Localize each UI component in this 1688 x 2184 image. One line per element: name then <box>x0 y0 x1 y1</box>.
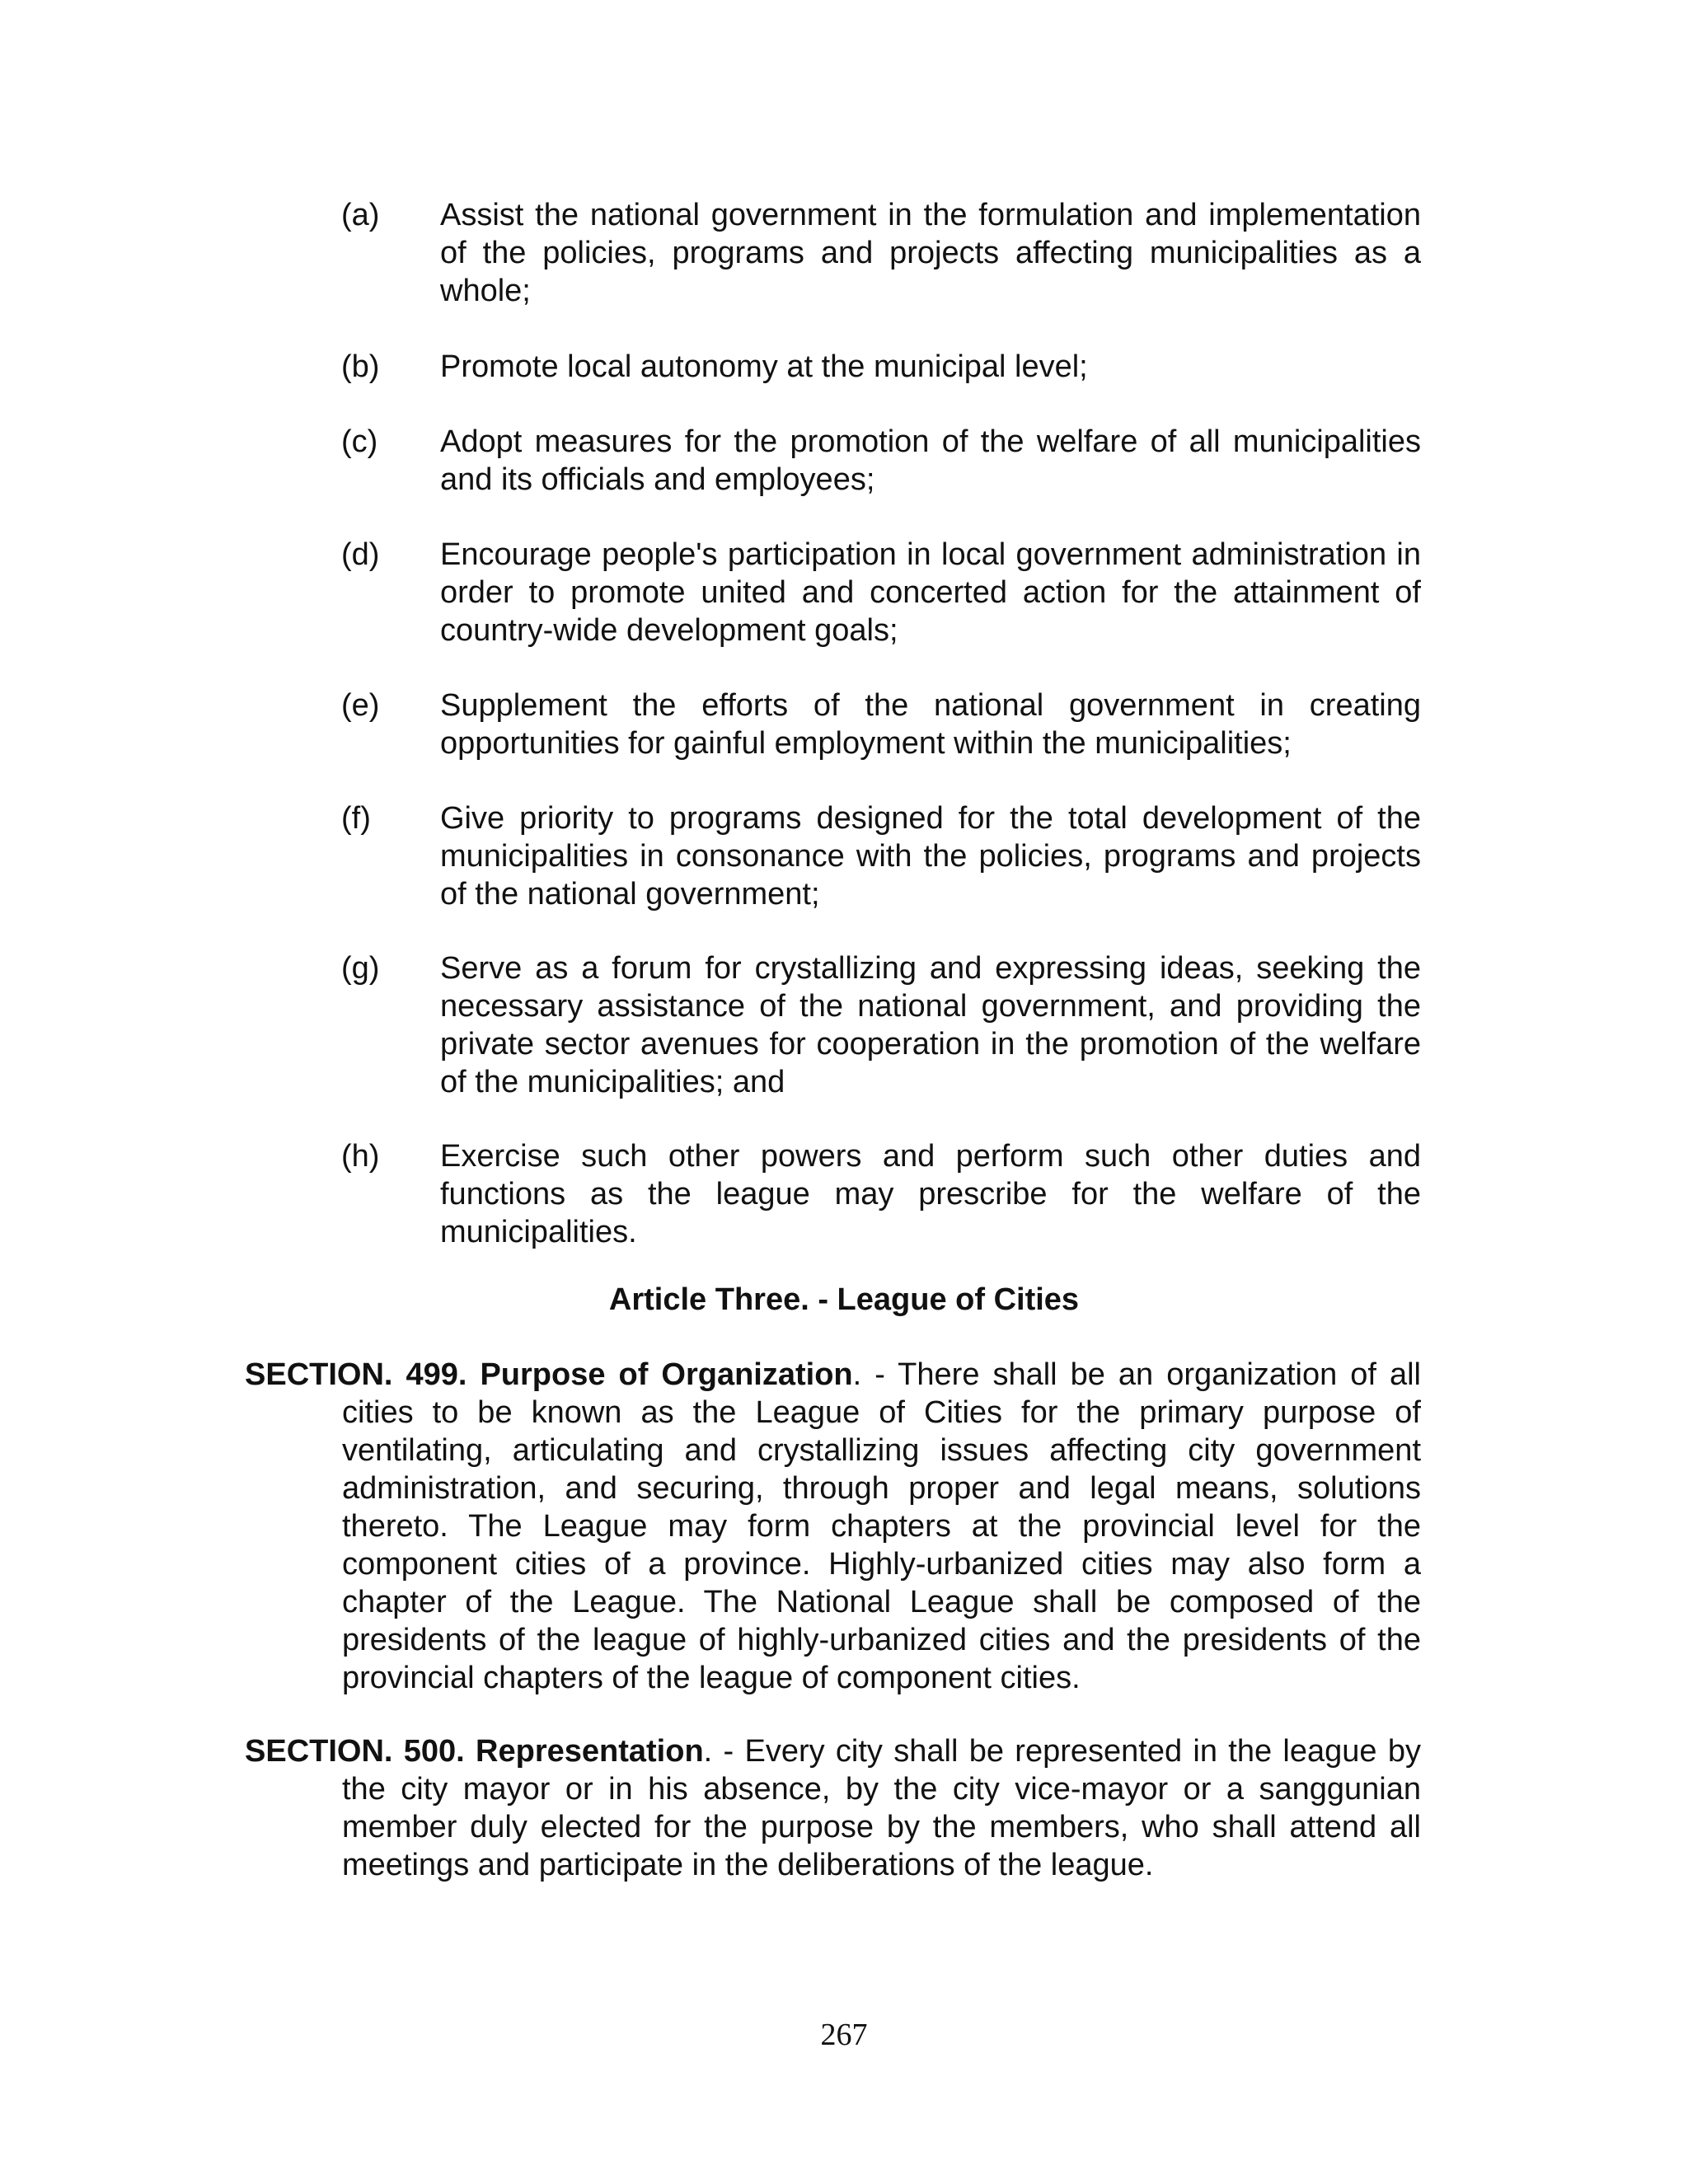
list-item-label: (e) <box>341 688 380 723</box>
list-item-text: Give priority to programs designed for the total development of the municipalities in consonance with the policies, programs and projects of the national government; <box>440 801 1421 912</box>
list-item-text: Adopt measures for the promotion of the welfare of all municipalities and its officials and employees; <box>440 424 1421 497</box>
page-number: 267 <box>820 2018 868 2052</box>
section-body: . - Every city shall be represented in the league by the city mayor or in his absence, by the city vice-mayor or a sanggunian member duly elected for the purpose by the members, who shall attend all meetings and participate in the deliberations of the league. <box>342 1734 1421 1882</box>
list-item-a <box>341 196 1421 310</box>
list-item-e <box>341 687 1421 762</box>
list-item-c <box>341 423 1421 499</box>
article-heading: Article Three. - League of Cities <box>608 1282 1080 1317</box>
section-title: SECTION. 499. Purpose of Organization <box>245 1357 853 1392</box>
list-item-f <box>341 799 1421 913</box>
list-item-text: Serve as a forum for crystallizing and expressing ideas, seeking the necessary assistance of the national government, and providing the private sector avenues for cooperation in the promotion of the welfare of the municipalities; and <box>440 951 1421 1099</box>
list-item-label: (c) <box>341 424 378 459</box>
list-item-b <box>341 348 1421 386</box>
list-item-d <box>341 536 1421 649</box>
list-item-label: (f) <box>341 801 371 836</box>
list-item-text: Encourage people's participation in local government administration in order to promote united and concerted action for the attainment of country-wide development goals; <box>440 537 1421 648</box>
section-499 <box>245 1356 1421 1697</box>
list-item-text: Exercise such other powers and perform such other duties and functions as the league may prescribe for the welfare of the municipalities. <box>440 1139 1421 1249</box>
list-item-label: (b) <box>341 349 380 384</box>
list-item-label: (a) <box>341 198 380 232</box>
section-title: SECTION. 500. Representation <box>245 1734 704 1769</box>
list-item-text: Supplement the efforts of the national government in creating opportunities for gainful employment within the municipalities; <box>440 688 1421 761</box>
section-body: . - There shall be an organization of all cities to be known as the League of Cities for the primary purpose of ventilating, articulating and crystallizing issues affecting city government administration, and securing, through proper and legal means, solutions thereto. The League may form chapters at the provincial level for the component cities of a province. Highly-urbanized cities may also form a chapter of the League. The National League shall be composed of the presidents of the league of highly-urbanized cities and the presidents of the provincial chapters of the league of component cities. <box>342 1357 1421 1695</box>
list-item-label: (g) <box>341 951 380 986</box>
list-item-text: Promote local autonomy at the municipal level; <box>440 349 1088 384</box>
list-item-text: Assist the national government in the formulation and implementation of the policies, programs and projects affecting municipalities as a whole; <box>440 198 1421 308</box>
list-item-h <box>341 1137 1421 1251</box>
list-item-g <box>341 949 1421 1101</box>
section-500 <box>245 1732 1421 1884</box>
list-item-label: (h) <box>341 1139 380 1174</box>
list-item-label: (d) <box>341 537 380 572</box>
